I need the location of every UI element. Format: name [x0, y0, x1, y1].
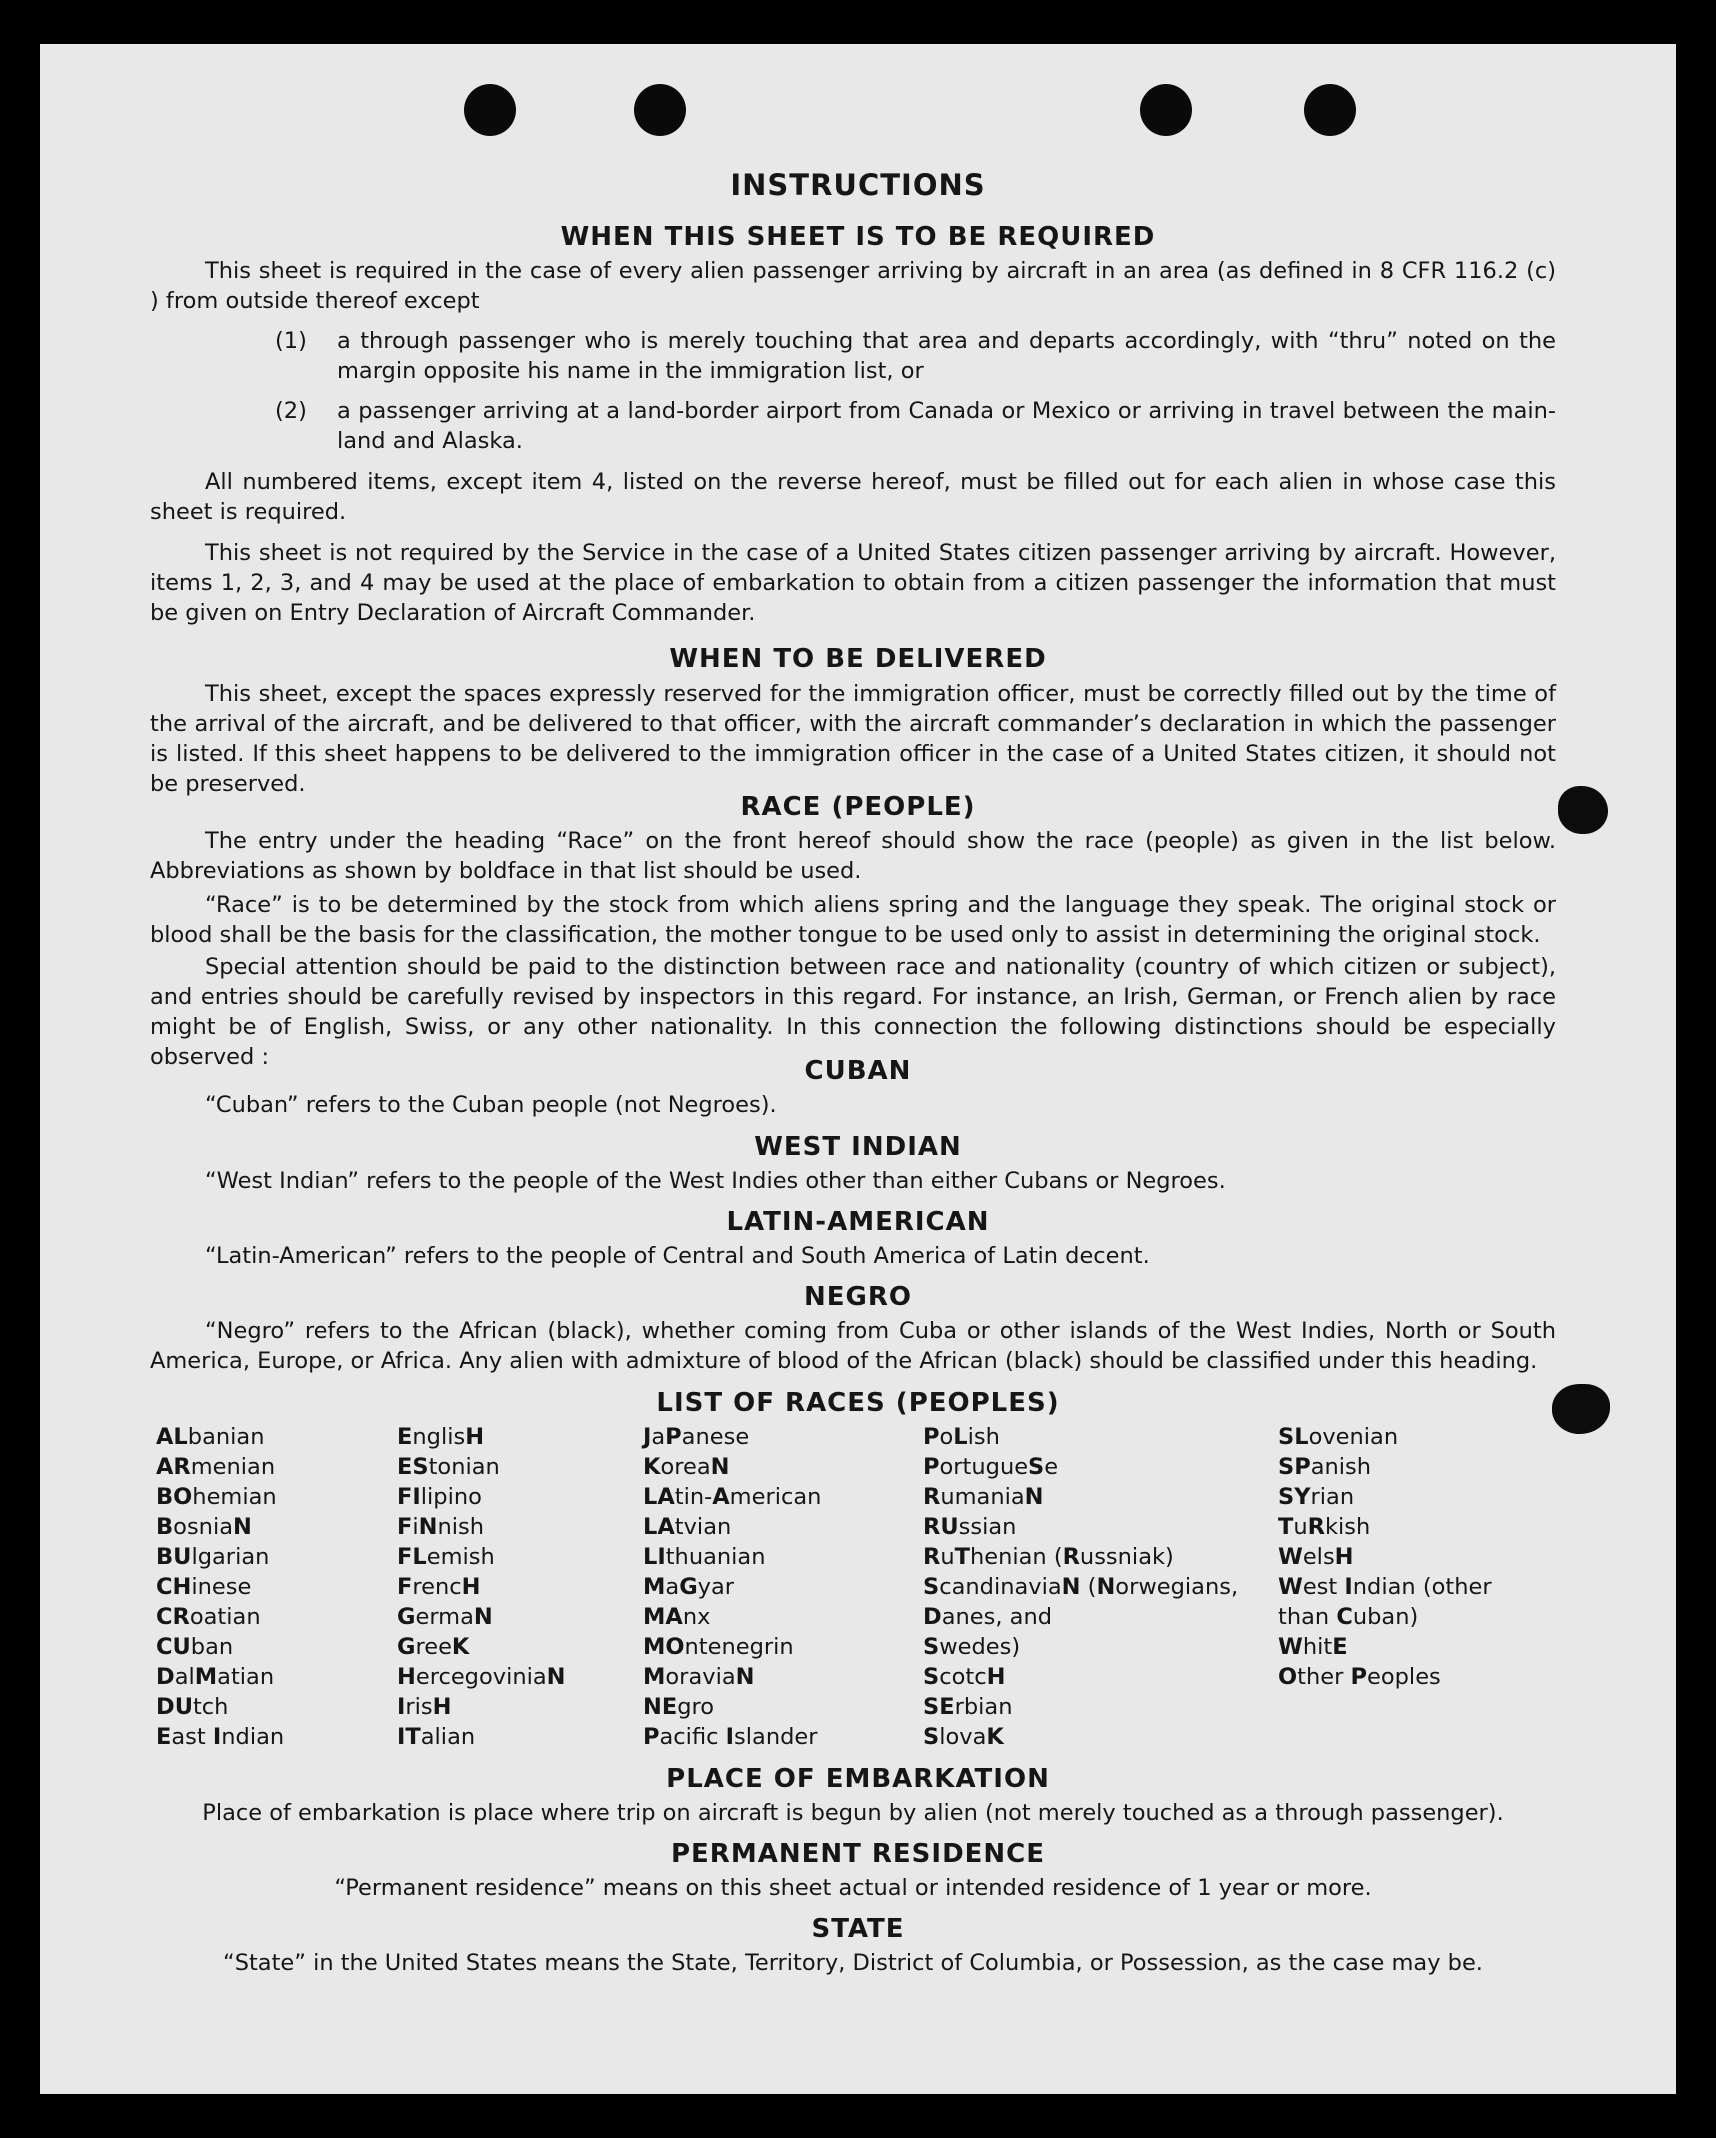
race-list-item: FrencH: [397, 1574, 481, 1600]
race-list-item: SLovenian: [1278, 1424, 1399, 1450]
race-list-item: FIlipino: [397, 1484, 482, 1510]
exception-text: a through passenger who is merely touching that area and departs accordingly, with “thru” noted on the margin opposite his name in the immigration list, or: [337, 328, 1556, 384]
race-list-item: IrisH: [397, 1694, 452, 1720]
races-column-4: [923, 1422, 1238, 1752]
race-list-item: MOntenegrin: [643, 1634, 794, 1660]
embarkation-text: Place of embarkation is place where trip on aircraft is begun by alien (not merely touched as a through passenger).: [202, 1800, 1504, 1826]
race-paragraph-2: “Race” is to be determined by the stock from which aliens spring and the language they speak. The original stock or blood shall be the basis for the classification, the mother tongue to be used only to assist in determining the original stock.: [150, 892, 1556, 948]
punch-hole-2: [634, 84, 686, 136]
race-list-item: LAtin-American: [643, 1484, 822, 1510]
race-list-item: FLemish: [397, 1544, 495, 1570]
race-list-item: WelsH: [1278, 1544, 1354, 1570]
heading-negro: NEGRO: [804, 1282, 912, 1312]
race-list-item: Pacifc Islander: [643, 1724, 818, 1750]
race-list-item: CHinese: [156, 1574, 252, 1600]
document-page: [40, 44, 1676, 2094]
races-column-3: [643, 1422, 821, 1752]
race-list-item: GreeK: [397, 1634, 470, 1660]
heading-embarkation: PLACE OF EMBARKATION: [666, 1764, 1050, 1794]
race-list-item: SPanish: [1278, 1454, 1372, 1480]
race-list-item: BOhemian: [156, 1484, 277, 1510]
race-list-item: EStonian: [397, 1454, 500, 1480]
race-paragraph-3: Special attention should be paid to the distinction between race and nationality (country of which citizen or subject), and entries should be carefully revised by inspectors in this regard. For instance, an Irish, German, or French alien by race might be of English, Swiss, or any other nationality. In this connection the following distinctions should be especially observed :: [150, 954, 1556, 1070]
punch-hole-4: [1304, 84, 1356, 136]
race-list-item: EnglisH: [397, 1424, 485, 1450]
races-column-2: [397, 1422, 566, 1752]
negro-text: “Negro” refers to the African (black), whether coming from Cuba or other islands of the West Indies, North or South America, Europe, or Africa. Any alien with admixture of blood of the African (black) should be classified under this heading.: [150, 1318, 1556, 1374]
race-list-item: PortugueSe: [923, 1454, 1059, 1480]
race-paragraph-1: The entry under the heading “Race” on the front hereof should show the race (people) as given in the list below. Abbreviations as shown by boldface in that list should be used.: [150, 828, 1556, 884]
race-list-item: CUban: [156, 1634, 234, 1660]
latin-american-text: “Latin-American” refers to the people of Central and South America of Latin decent.: [205, 1243, 1150, 1269]
race-list-item: TuRkish: [1278, 1514, 1371, 1540]
residence-text: “Permanent residence” means on this sheet actual or intended residence of 1 year or more.: [334, 1875, 1372, 1901]
exception-number: (1): [275, 328, 307, 354]
heading-races-list: LIST OF RACES (PEOPLES): [656, 1388, 1060, 1418]
heading-latin-american: LATIN-AMERICAN: [726, 1207, 990, 1237]
race-list-item: RUssian: [923, 1514, 1017, 1540]
exception-item-1: [275, 326, 1556, 386]
race-list-item: RumaniaN: [923, 1484, 1044, 1510]
race-list-item: ARmenian: [156, 1454, 276, 1480]
race-list-item: FiNnish: [397, 1514, 485, 1540]
race-list-item: Swedes): [923, 1634, 1021, 1660]
race-list-item: BosniaN: [156, 1514, 252, 1540]
race-list-item: West Indian (other: [1278, 1574, 1492, 1600]
race-list-item: MaGyar: [643, 1574, 735, 1600]
race-list-item: HercegoviniaN: [397, 1664, 566, 1690]
race-list-item: MAnx: [643, 1604, 711, 1630]
punch-hole-3: [1140, 84, 1192, 136]
required-paragraph-2: All numbered items, except item 4, listed on the reverse hereof, must be filled out for each alien in whose case this sheet is required.: [150, 469, 1556, 525]
race-list-item: ScotcH: [923, 1664, 1006, 1690]
heading-cuban: CUBAN: [804, 1056, 912, 1086]
race-list-item: LIthuanian: [643, 1544, 766, 1570]
race-list-item: WhitE: [1278, 1634, 1348, 1660]
race-list-item: CRoatian: [156, 1604, 261, 1630]
race-list-item: PoLish: [923, 1424, 1000, 1450]
race-list-item: RuThenian (Russniak): [923, 1544, 1174, 1570]
required-paragraph-3: This sheet is not required by the Service in the case of a United States citizen passenger arriving by aircraft. However, items 1, 2, 3, and 4 may be used at the place of embarkation to obtain from a citizen passenger the information that must be given on Entry Declaration of Aircraft Commander.: [150, 540, 1556, 626]
state-text: “State” in the United States means the State, Territory, District of Columbia, or Possession, as the case may be.: [223, 1950, 1483, 1976]
race-list-item: LAtvian: [643, 1514, 732, 1540]
race-list-item: East Indian: [156, 1724, 285, 1750]
required-intro: This sheet is required in the case of every alien passenger arriving by aircraft in an area (as defined in 8 CFR 116.2 (c) ) from outside thereof except: [150, 258, 1556, 314]
race-list-item: KoreaN: [643, 1454, 730, 1480]
west-indian-text: “West Indian” refers to the people of the West Indies other than either Cubans or Negroes.: [205, 1168, 1226, 1194]
heading-race: RACE (PEOPLE): [740, 792, 976, 822]
punch-hole-1: [464, 84, 516, 136]
race-list-item: SErbian: [923, 1694, 1013, 1720]
cuban-text: “Cuban” refers to the Cuban people (not Negroes).: [205, 1092, 777, 1118]
heading-residence: PERMANENT RESIDENCE: [670, 1839, 1046, 1869]
race-list-item: MoraviaN: [643, 1664, 755, 1690]
race-list-item: ITalian: [397, 1724, 476, 1750]
page-title: INSTRUCTIONS: [730, 168, 986, 202]
exception-item-2: [275, 396, 1556, 456]
races-column-1: [156, 1422, 284, 1752]
race-list-item: SYrian: [1278, 1484, 1355, 1510]
race-list-item: Other Peoples: [1278, 1664, 1441, 1690]
race-list-item: JaPanese: [643, 1424, 750, 1450]
race-list-item: DalMatian: [156, 1664, 275, 1690]
race-list-item: SlovaK: [923, 1724, 1004, 1750]
heading-state: STATE: [811, 1914, 905, 1944]
race-list-item: Danes, and: [923, 1604, 1052, 1630]
race-list-item: BUlgarian: [156, 1544, 270, 1570]
races-column-5: [1278, 1422, 1492, 1692]
heading-required: WHEN THIS SHEET IS TO BE REQUIRED: [560, 222, 1156, 252]
exception-number: (2): [275, 398, 307, 424]
race-list-item: DUtch: [156, 1694, 229, 1720]
delivered-text: This sheet, except the spaces expressly reserved for the immigration officer, must be correctly filled out by the time of the arrival of the aircraft, and be delivered to that officer, with the aircraft commander’s declaration in which the passenger is listed. If this sheet happens to be delivered to the immigration officer in the case of a United States citizen, it should not be preserved.: [150, 681, 1556, 797]
race-list-item: ALbanian: [156, 1424, 265, 1450]
race-list-item: NEgro: [643, 1694, 715, 1720]
race-list-item: ScandinaviaN (Norwegians,: [923, 1574, 1239, 1600]
heading-west-indian: WEST INDIAN: [754, 1132, 962, 1162]
race-list-item: than Cuban): [1278, 1604, 1419, 1630]
heading-delivered: WHEN TO BE DELIVERED: [669, 644, 1047, 674]
race-list-item: GermaN: [397, 1604, 493, 1630]
exception-text: a passenger arriving at a land-border airport from Canada or Mexico or arriving in travel between the main-land and Alaska.: [337, 398, 1556, 454]
